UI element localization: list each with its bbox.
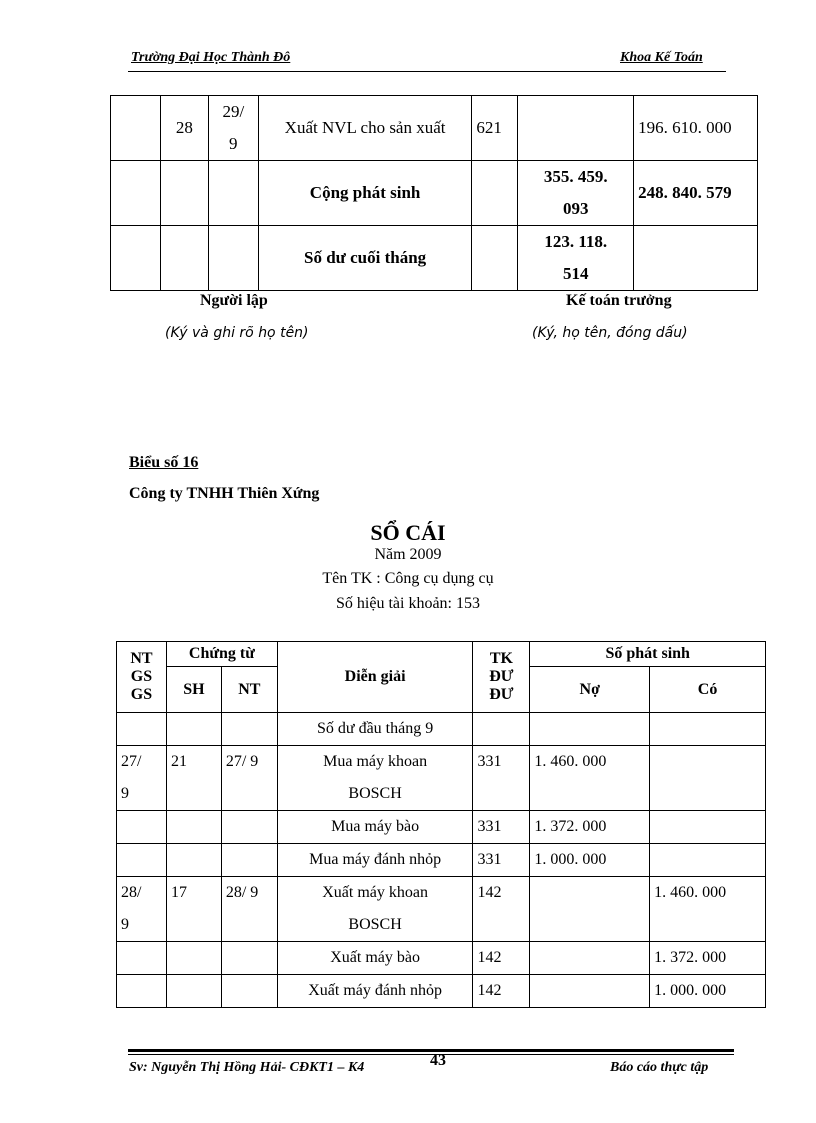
company-name: Công ty TNHH Thiên Xứng: [129, 485, 320, 502]
header-amount: Số phát sinh: [530, 642, 766, 667]
cell-sh: 21: [166, 746, 221, 811]
cell-nt: 28/ 9: [221, 877, 277, 942]
cell-debit: 1. 460. 000: [530, 746, 650, 811]
cell-voucher-no: 28: [160, 96, 208, 161]
cell-debit: [530, 942, 650, 975]
header-description: Diễn giải: [277, 642, 473, 713]
cell-nt: [221, 975, 277, 1008]
cell-description: Xuất máy khoan BOSCH: [277, 877, 473, 942]
header-nt: NT: [221, 667, 277, 713]
cell-ntgs: [117, 713, 167, 746]
cell-credit: 1. 000. 000: [650, 975, 766, 1008]
cell-sh: [166, 811, 221, 844]
table-row: [117, 746, 766, 811]
cell-description: Mua máy bào: [277, 811, 473, 844]
cell-nt: [221, 713, 277, 746]
cell-nt: [221, 942, 277, 975]
cell-tk: 142: [473, 877, 530, 942]
cell-ntgs: [117, 811, 167, 844]
cell-credit: 1. 372. 000: [650, 942, 766, 975]
table-row: [117, 975, 766, 1008]
header-credit: Có: [650, 667, 766, 713]
cell-nt: [221, 844, 277, 877]
cell-description: Cộng phát sinh: [258, 161, 472, 226]
cell-credit: [650, 713, 766, 746]
preparer-note: (Ký và ghi rõ họ tên): [165, 325, 309, 341]
header-school: Trường Đại Học Thành Đô: [131, 50, 291, 65]
cell-credit: [634, 226, 758, 291]
cell-debit: 355. 459. 093: [518, 161, 634, 226]
header-department: Khoa Kế Toán: [620, 50, 703, 65]
table-row: [117, 713, 766, 746]
cell-sh: [166, 942, 221, 975]
cell-description: Số dư cuối tháng: [258, 226, 472, 291]
cell: [111, 226, 161, 291]
general-ledger-table: [116, 641, 766, 1008]
cell-account: 621: [472, 96, 518, 161]
cell-debit: [530, 713, 650, 746]
account-name: Tên TK : Công cụ dụng cụ: [322, 570, 494, 587]
preparer-title: Người lập: [200, 292, 268, 309]
cell-ntgs: [117, 844, 167, 877]
header-ntgs: NT GS GS: [117, 642, 167, 713]
cell-tk: 331: [473, 811, 530, 844]
cell-ntgs: [117, 942, 167, 975]
cell-tk: 331: [473, 746, 530, 811]
cell-sh: [166, 844, 221, 877]
table-row: [111, 96, 758, 161]
cell: [160, 226, 208, 291]
form-number: Biểu số 16: [129, 454, 199, 471]
cell: [111, 161, 161, 226]
table-row: [117, 877, 766, 942]
cell: [208, 161, 258, 226]
cell-tk: 142: [473, 942, 530, 975]
page-title: SỔ CÁI: [370, 520, 446, 545]
cell-ntgs: [117, 975, 167, 1008]
cell-description: Số dư đầu tháng 9: [277, 713, 473, 746]
header-divider: [128, 71, 726, 72]
table-row: [117, 844, 766, 877]
cell-debit: [518, 96, 634, 161]
cell-nt: 27/ 9: [221, 746, 277, 811]
cell-credit: 248. 840. 579: [634, 161, 758, 226]
cell-debit: 123. 118. 514: [518, 226, 634, 291]
footer-report: Báo cáo thực tập: [610, 1060, 709, 1075]
cell-description: Xuất NVL cho sản xuất: [258, 96, 472, 161]
table-row: [111, 226, 758, 291]
year: Năm 2009: [374, 546, 442, 563]
cell: [208, 226, 258, 291]
continued-ledger-table: [110, 95, 758, 291]
header-contra-account: TK ĐƯ ĐƯ: [473, 642, 530, 713]
table-row: [117, 811, 766, 844]
table-row: [111, 161, 758, 226]
cell-ntgs: 27/ 9: [117, 746, 167, 811]
cell-date: 29/ 9: [208, 96, 258, 161]
cell-nt: [221, 811, 277, 844]
cell-tk: 331: [473, 844, 530, 877]
cell-sh: 17: [166, 877, 221, 942]
cell-tk: [473, 713, 530, 746]
header-voucher: Chứng từ: [166, 642, 277, 667]
cell-credit: [650, 811, 766, 844]
header-debit: Nợ: [530, 667, 650, 713]
cell: [160, 161, 208, 226]
page-number: 43: [430, 1052, 446, 1069]
cell-credit: 1. 460. 000: [650, 877, 766, 942]
cell-description: Mua máy đánh nhỏp: [277, 844, 473, 877]
cell: [111, 96, 161, 161]
header-sh: SH: [166, 667, 221, 713]
cell: [472, 226, 518, 291]
cell-tk: 142: [473, 975, 530, 1008]
cell: [472, 161, 518, 226]
cell-description: Mua máy khoan BOSCH: [277, 746, 473, 811]
cell-debit: [530, 975, 650, 1008]
chief-accountant-note: (Ký, họ tên, đóng dấu): [532, 325, 688, 341]
cell-credit: [650, 746, 766, 811]
table-row: [117, 942, 766, 975]
chief-accountant-title: Kế toán trưởng: [566, 292, 672, 309]
cell-sh: [166, 713, 221, 746]
cell-ntgs: 28/ 9: [117, 877, 167, 942]
table-header-row: [117, 642, 766, 667]
account-number: Số hiệu tài khoản: 153: [336, 595, 480, 612]
cell-credit: 196. 610. 000: [634, 96, 758, 161]
cell-debit: 1. 372. 000: [530, 811, 650, 844]
cell-description: Xuất máy bào: [277, 942, 473, 975]
cell-description: Xuất máy đánh nhỏp: [277, 975, 473, 1008]
cell-credit: [650, 844, 766, 877]
cell-debit: 1. 000. 000: [530, 844, 650, 877]
cell-sh: [166, 975, 221, 1008]
footer-student: Sv: Nguyễn Thị Hồng Hải- CĐKT1 – K4: [129, 1060, 365, 1075]
cell-debit: [530, 877, 650, 942]
